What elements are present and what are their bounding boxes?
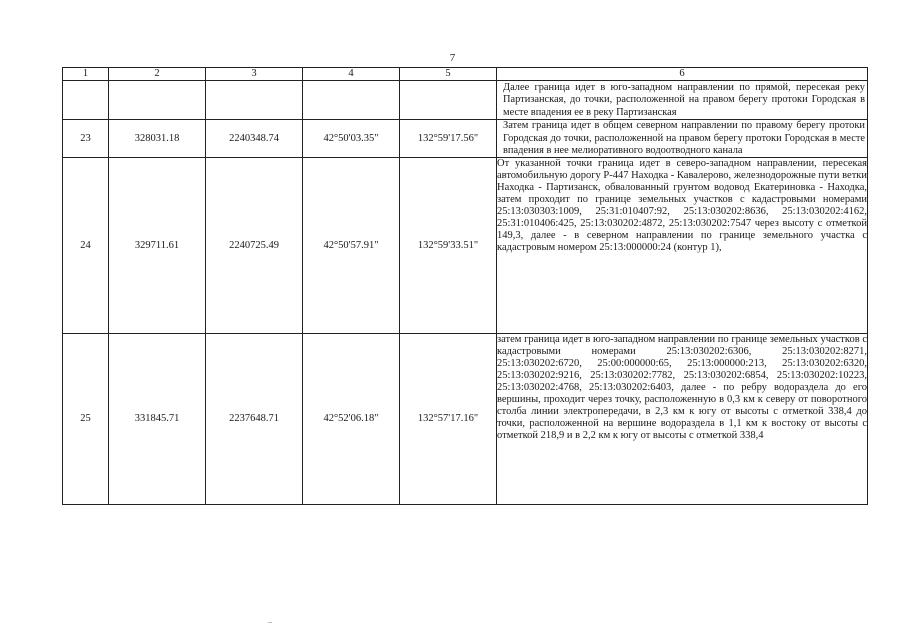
column-header: 5 (400, 68, 497, 81)
point-number: 23 (63, 119, 109, 158)
table-row (63, 334, 868, 505)
y-coordinate: 2240725.49 (206, 158, 303, 334)
boundary-coordinates-table (62, 67, 868, 505)
longitude: 132°59'17.56" (400, 119, 497, 158)
row-25-description: затем граница идет в юго-западном направлении по границе земельных участков с кадастровыми номерами 25:13:030202:6306, 25:13:030202:8271, 25:13:030202:6720, 25:00:000000:65, 25:13:000000:213, 25:13:030202:6320, 25:13:030202:9216, 25:13:030202:7782, 25:13:030202:6854, 25:13:030202:10223, 25:13:030202:4768, 25:13:030202:6403, далее - по ребру водораздела до его вершины, проходит через точку, расположенную в 0,3 км к северу от поворотного столба линии электропередачи, в 2,3 км к югу от высоты с отметкой 338,4 до точки, расположенной на вершине водораздела в 1,1 км к востоку от высоты с отметкой 218,9 и в 2,2 км к югу от высоты с отметкой 338,4 (497, 334, 868, 505)
column-header: 2 (109, 68, 206, 81)
empty-cell (63, 81, 109, 120)
longitude: 132°57'17.16" (400, 334, 497, 505)
table-row (63, 81, 868, 120)
latitude: 42°50'57.91" (303, 158, 400, 334)
point-number: 25 (63, 334, 109, 505)
description-cell (497, 81, 868, 158)
x-coordinate: 331845.71 (109, 334, 206, 505)
empty-cell (400, 81, 497, 120)
latitude: 42°50'03.35" (303, 119, 400, 158)
row-24-description: От указанной точки граница идет в северо-западном направлении, пересекая автомобильную дорогу Р-447 Находка - Кавалерово, железнодорожные пути ветки Находка - Партизанск, обвалованный грунтом водовод Екатериновка - Находка, затем проходит по границе земельных участков с кадастровыми номерами 25:13:030303:1009, 25:31:010407:92, 25:13:030202:8636, 25:13:030202:4162, 25:31:010406:425, 25:13:030202:4872, 25:13:030202:7547 через высоту с отметкой 149,3, далее - в северном направлении по границе земельного участка с кадастровым номером 25:13:000000:24 (контур 1), (497, 158, 868, 334)
empty-cell (206, 81, 303, 120)
x-coordinate: 328031.18 (109, 119, 206, 158)
column-header: 4 (303, 68, 400, 81)
row-23-description: Затем граница идет в общем северном направлении по правому берегу протоки Городская до точки, расположенной на правом берегу протоки Городская в месте впадения в нее мелиоративного водоотводного канала (503, 120, 865, 157)
latitude: 42°52'06.18" (303, 334, 400, 505)
point-number: 24 (63, 158, 109, 334)
table-row (63, 158, 868, 334)
intro-description: Далее граница идет в юго-западном направлении по прямой, пересекая реку Партизанская, до точки, расположенной на правом берегу протоки Городская в месте впадения ее в реку Партизанская (497, 81, 867, 120)
table-header-row (63, 68, 868, 81)
scan-artifact (268, 622, 272, 623)
empty-cell (109, 81, 206, 120)
empty-cell (303, 81, 400, 120)
longitude: 132°59'33.51" (400, 158, 497, 334)
column-header: 3 (206, 68, 303, 81)
column-header: 1 (63, 68, 109, 81)
x-coordinate: 329711.61 (109, 158, 206, 334)
page-number: 7 (449, 52, 456, 64)
y-coordinate: 2237648.71 (206, 334, 303, 505)
y-coordinate: 2240348.74 (206, 119, 303, 158)
column-header: 6 (497, 68, 868, 81)
